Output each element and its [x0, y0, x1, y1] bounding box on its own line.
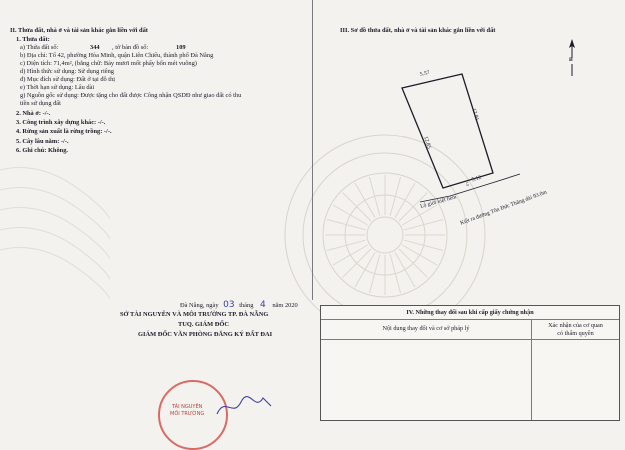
signature-scribble [215, 392, 275, 420]
drum-ray [399, 249, 427, 277]
date-month: 4 [260, 300, 266, 310]
date-day: 03 [223, 300, 235, 310]
seal-text-1: TÀI NGUYÊN [172, 404, 203, 410]
month-label: tháng [239, 302, 254, 309]
date-prefix: Đà Nẵng, ngày [180, 302, 219, 309]
map-sheet-label: , tờ bản đồ số: [112, 44, 149, 51]
parcel-diagram [390, 60, 540, 220]
left-wave-pattern [0, 147, 110, 350]
usage-origin-line-1: g) Nguồn gốc sử dụng: Được tặng cho đất được Công nhận QSDĐ như giao đất có thu [20, 92, 242, 99]
item-2-house: 2. Nhà ở: -/-. [16, 110, 51, 117]
section-3-title: III. Sơ đồ thửa đất, nhà ở và tài sản khác gắn liền với đất [340, 27, 496, 34]
parcel-outline [402, 74, 493, 188]
item-1-label: 1. Thửa đất: [16, 36, 50, 43]
seal-text-2: MÔI TRƯỜNG [170, 411, 205, 417]
usage-term-line: e) Thời hạn sử dụng: Lâu dài [20, 84, 95, 91]
drum-ray [343, 249, 371, 277]
changes-table [320, 305, 620, 421]
setback-label: Lộ giới kiệt hẻm [419, 194, 458, 210]
map-sheet-number: 109 [176, 44, 186, 51]
road-label: Kiệt ra đường Tôn Đức Thắng dài 93.0m [459, 189, 548, 227]
place-date [180, 301, 298, 310]
table-subheader-rule [321, 339, 619, 340]
col-change-content-header: Nội dung thay đổi và cơ sở pháp lý [382, 325, 470, 332]
col-authority-header-line1: Xác nhận của cơ quan [548, 322, 603, 329]
item-6-note: 6. Ghi chú: Không. [16, 147, 69, 154]
parcel-number-label: a) Thửa đất số: [20, 44, 59, 51]
year-label: năm 2020 [272, 302, 298, 309]
col-authority-header-line2: có thẩm quyền [557, 330, 594, 337]
section-2-title: II. Thửa đất, nhà ở và tài sản khác gắn liền với đất [10, 27, 148, 34]
area-line: c) Diện tích: 71,4m², (bằng chữ: Bảy mươi mốt phẩy bốn mét vuông) [20, 60, 197, 67]
changes-table-title: IV. Những thay đổi sau khi cấp giấy chứng nhận [406, 309, 534, 316]
road-edge-line [420, 174, 520, 202]
address-line: b) Địa chỉ: Tổ 42, phường Hòa Minh, quận Liên Chiểu, thành phố Đà Nẵng [20, 52, 214, 59]
usage-form-line: d) Hình thức sử dụng: Sử dụng riêng [20, 68, 114, 75]
dim-left-label: 12.85 [422, 135, 432, 150]
item-3-construction: 3. Công trình xây dựng khác: -/-. [16, 119, 106, 126]
drum-ray [343, 193, 371, 221]
item-4-forest: 4. Rừng sản xuất là rừng trồng: -/-. [16, 128, 112, 135]
dim-top-label: 5.57 [419, 70, 431, 78]
column-divider [312, 0, 313, 300]
usage-origin-line-2: tiền sử dụng đất [20, 100, 61, 107]
proxy-title: TUQ. GIÁM ĐỐC [178, 321, 229, 328]
parcel-number: 344 [90, 44, 100, 51]
issuing-org: SỞ TÀI NGUYÊN VÀ MÔI TRƯỜNG TP. ĐÀ NẴNG [120, 311, 269, 318]
setback-value: 5 [466, 182, 469, 188]
signer-title: GIÁM ĐỐC VĂN PHÒNG ĐĂNG KÝ ĐẤT ĐAI [138, 331, 273, 338]
usage-purpose-line: đ) Mục đích sử dụng: Đất ở tại đô thị [20, 76, 116, 83]
item-5-perennial: 5. Cây lâu năm: -/-. [16, 138, 69, 145]
dim-right-label: 12.91 [470, 107, 480, 122]
north-label: B [569, 57, 573, 63]
table-header-rule [321, 319, 619, 320]
dim-bottom-label: 5.12 [471, 174, 483, 184]
